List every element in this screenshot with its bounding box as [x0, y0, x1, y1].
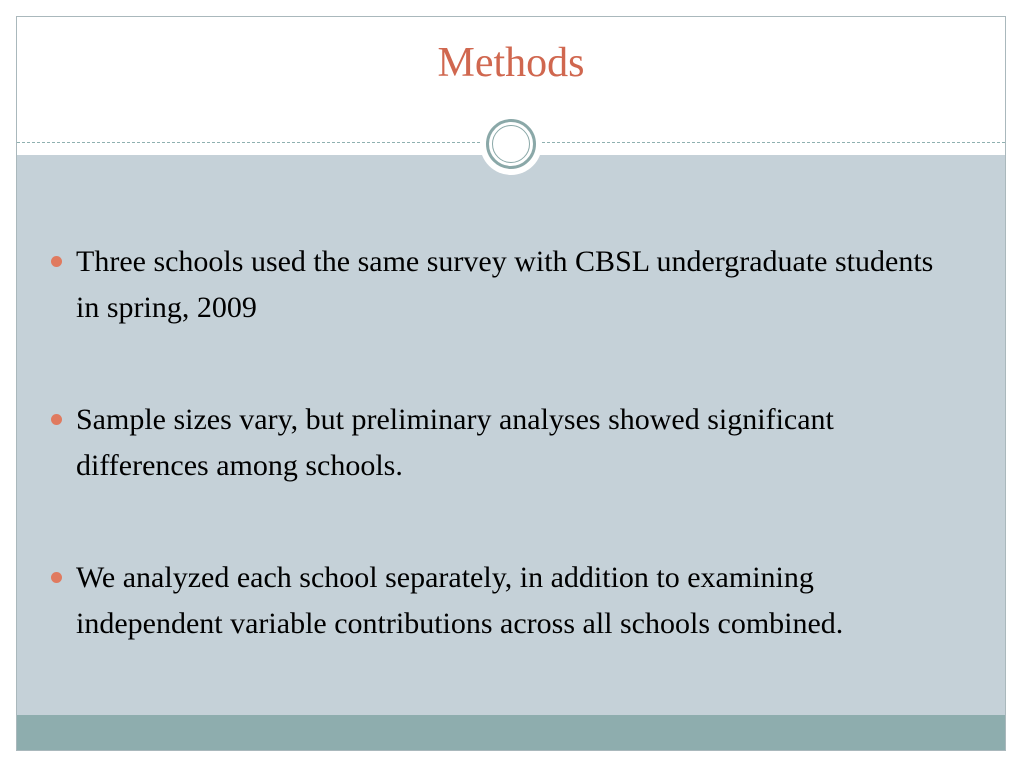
bullet-marker-icon: [51, 414, 62, 425]
bullet-item: [51, 397, 951, 489]
slide-title: Methods: [437, 40, 585, 86]
bullet-marker-icon: [51, 256, 62, 267]
ornament-inner-ring-icon: [492, 125, 530, 163]
bullet-item: [51, 239, 951, 331]
bullet-text: We analyzed each school separately, in addition to examining independent variable contributions across all schools combined.: [76, 561, 844, 640]
bullet-text: Sample sizes vary, but preliminary analyses showed significant differences among schools.: [76, 403, 834, 482]
bullet-list: [51, 239, 951, 713]
bullet-marker-icon: [51, 572, 62, 583]
slide: [16, 16, 1006, 751]
bullet-item: [51, 555, 951, 647]
bullet-text: Three schools used the same survey with CBSL undergraduate students in spring, 2009: [76, 245, 934, 324]
footer-bar: [17, 715, 1005, 750]
